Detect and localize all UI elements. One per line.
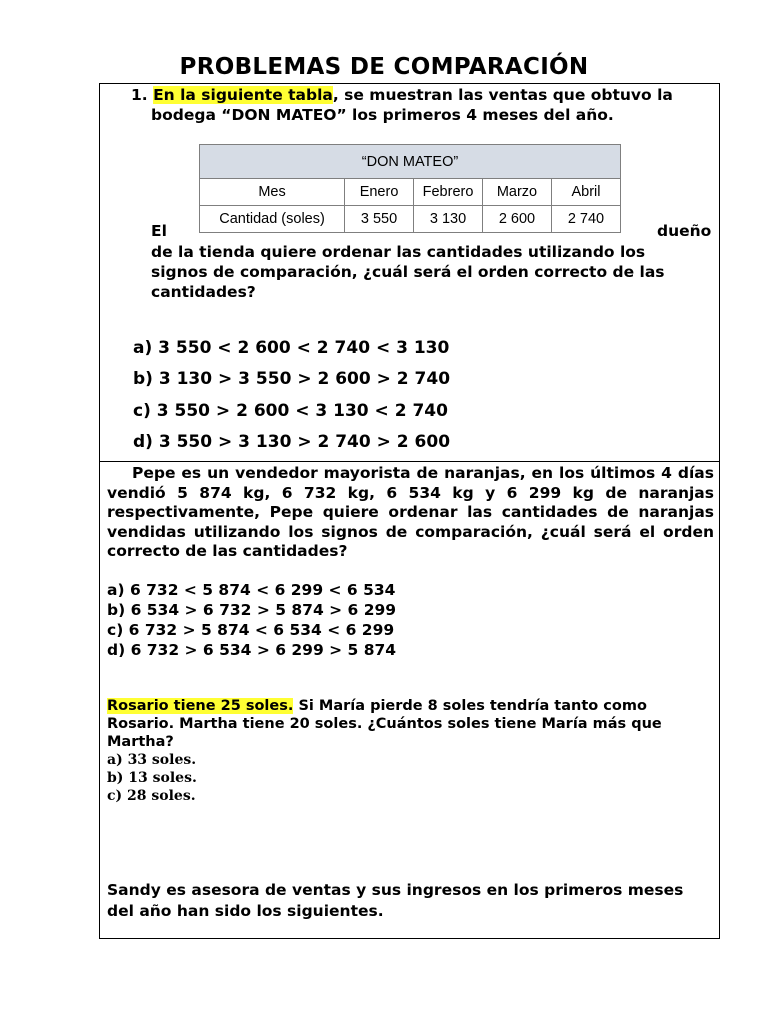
table-cell: 2 600 xyxy=(483,206,552,233)
table-row-label: Cantidad (soles) xyxy=(200,206,345,233)
problem4-text: Sandy es asesora de ventas y sus ingresos en los primeros meses del año han sido los siguientes. xyxy=(107,881,684,920)
section-divider xyxy=(99,461,720,462)
problem1-option-c: c) 3 550 > 2 600 < 3 130 < 2 740 xyxy=(133,401,448,421)
table-header-label: Mes xyxy=(200,179,345,206)
problem3-options xyxy=(107,751,197,805)
problem1-question-start: El xyxy=(151,222,167,240)
table-row xyxy=(200,206,621,233)
problem1-option-b: b) 3 130 > 3 550 > 2 600 > 2 740 xyxy=(133,369,451,389)
question-line: de la tienda quiere ordenar las cantidades utilizando los xyxy=(151,243,646,261)
problem2-option-a: a) 6 732 < 5 874 < 6 299 < 6 534 xyxy=(107,581,396,599)
problem1-highlight: En la siguiente tabla xyxy=(153,86,333,104)
table-cell: 2 740 xyxy=(551,206,620,233)
problem1-intro xyxy=(131,86,673,104)
table-title: “DON MATEO” xyxy=(200,145,621,179)
problem3-option-a: a) 33 soles. xyxy=(107,752,197,768)
table-header-cell: Marzo xyxy=(483,179,552,206)
table-cell: 3 130 xyxy=(414,206,483,233)
table-header-cell: Enero xyxy=(345,179,414,206)
table-cell: 3 550 xyxy=(345,206,414,233)
problem3-option-b: b) 13 soles. xyxy=(107,770,197,786)
problem3-body: Si María pierde 8 soles tendría tanto como Rosario. Martha tiene 20 soles. ¿Cuántos soles tiene María más que Martha? xyxy=(107,698,662,750)
question-line: signos de comparación, ¿cuál será el orden correcto de las xyxy=(151,263,665,281)
problem1-option-a: a) 3 550 < 2 600 < 2 740 < 3 130 xyxy=(133,338,450,358)
sales-table xyxy=(199,144,621,233)
problem3-text xyxy=(107,697,714,751)
problem3-highlight: Rosario tiene 25 soles. xyxy=(107,698,294,714)
table-header-cell: Febrero xyxy=(414,179,483,206)
question-line: cantidades? xyxy=(151,283,256,301)
table-row xyxy=(200,179,621,206)
problem1-intro-rest: , se muestran las ventas que obtuvo la xyxy=(332,86,673,104)
page-title: PROBLEMAS DE COMPARACIÓN xyxy=(179,54,589,80)
problem1-question xyxy=(151,242,711,302)
problem1-number: 1. xyxy=(131,86,148,104)
problem2-option-d: d) 6 732 > 6 534 > 6 299 > 5 874 xyxy=(107,641,397,659)
problem1-option-d: d) 3 550 > 3 130 > 2 740 > 2 600 xyxy=(133,432,451,452)
problem2-options xyxy=(107,580,396,660)
problem2-body: Pepe es un vendedor mayorista de naranjas, en los últimos 4 días vendió 5 874 kg, 6 732 kg, 6 534 kg y 6 299 kg de naranjas respectivamente, Pepe quiere ordenar las cantidades de naranjas vendidas utilizando los signos de comparación, ¿cuál será el orden correcto de las cantidades? xyxy=(107,464,714,560)
problem1-intro-line2: bodega “DON MATEO” los primeros 4 meses del año. xyxy=(151,106,614,124)
problem1-question-dueno: dueño xyxy=(657,222,712,240)
problem3-option-c: c) 28 soles. xyxy=(107,788,196,804)
problem2-text xyxy=(107,464,714,562)
problem2-option-c: c) 6 732 > 5 874 < 6 534 < 6 299 xyxy=(107,621,395,639)
problem2-option-b: b) 6 534 > 6 732 > 5 874 > 6 299 xyxy=(107,601,397,619)
table-header-cell: Abril xyxy=(551,179,620,206)
